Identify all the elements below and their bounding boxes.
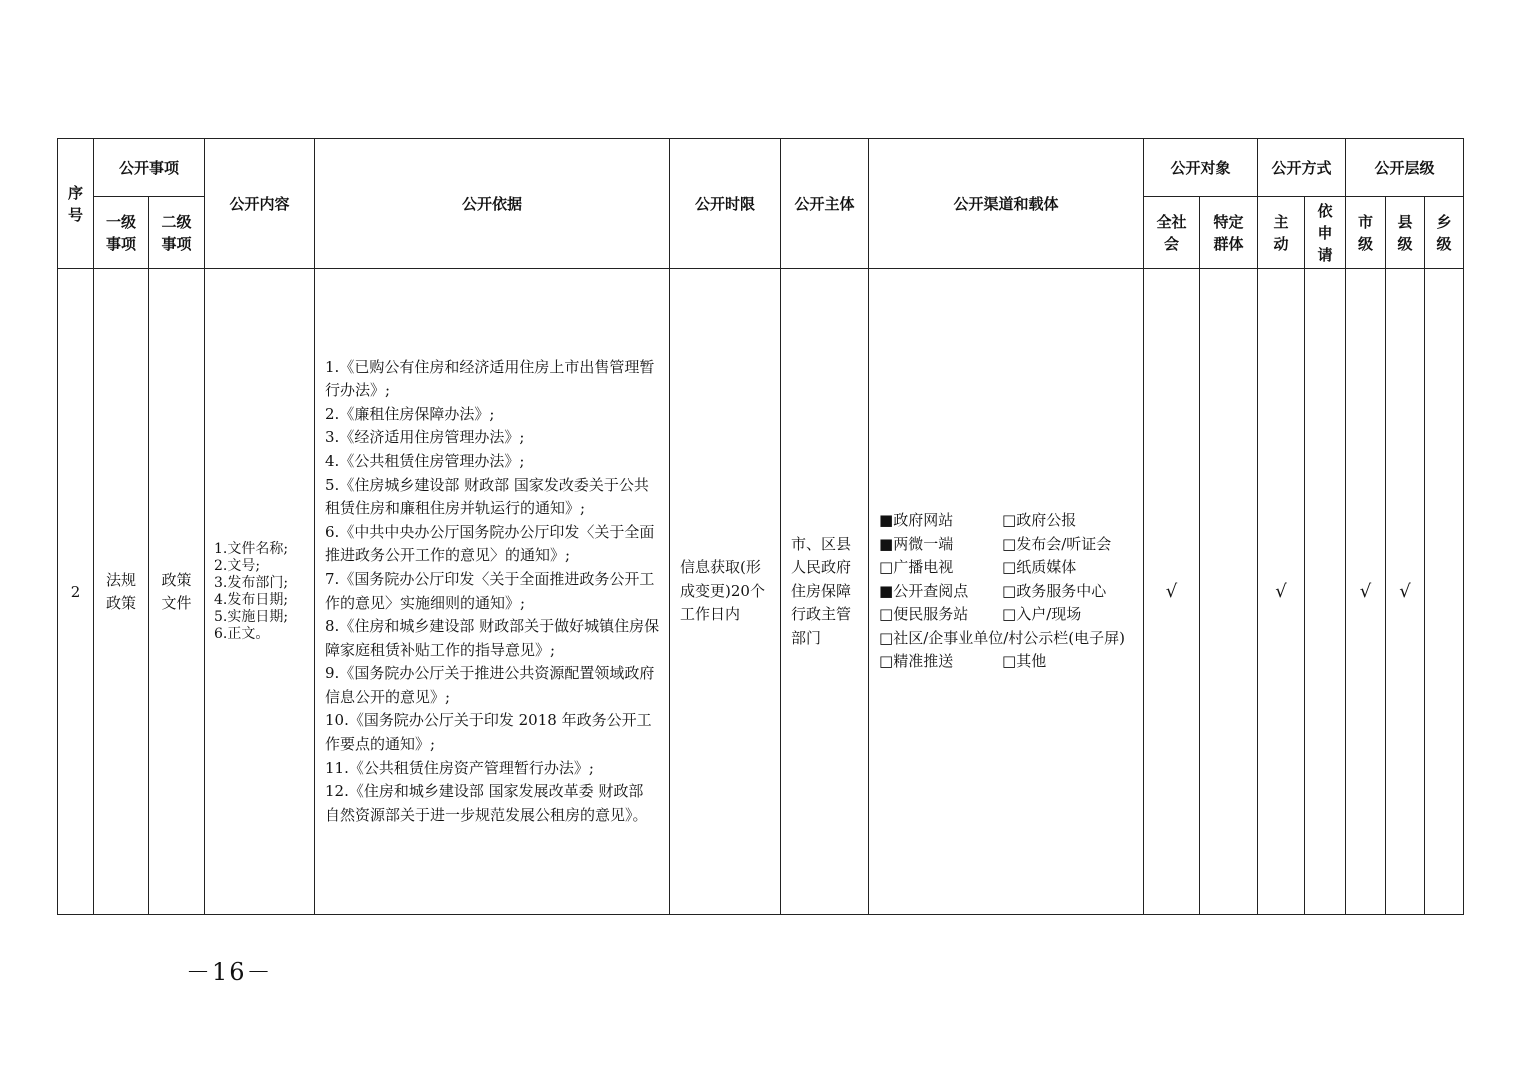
basis-item: 1.《已购公有住房和经济适用住房上市出售管理暂行办法》; [325, 357, 655, 400]
basis-item: 7.《国务院办公厅印发〈关于全面推进政务公开工作的意见〉实施细则的通知》; [325, 569, 655, 612]
header-tier-city [1346, 197, 1386, 269]
disclosure-table [57, 138, 1464, 915]
header-tier-town [1425, 197, 1464, 269]
channel-option: □政府公报 [1002, 511, 1077, 530]
content-item: 2.文号; [214, 557, 261, 574]
channel-option: □政务服务中心 [1002, 581, 1107, 600]
basis-item: 3.《经济适用住房管理办法》; [325, 428, 525, 447]
cell-audience-specific [1200, 269, 1258, 915]
cell-channels [869, 269, 1144, 915]
header-method-request [1305, 197, 1346, 269]
basis-item: 12.《住房和城乡建设部 国家发展改革委 财政部 自然资源部关于进一步规范发展公租房的意见》。 [325, 782, 648, 824]
header-level1-label: 一级事项 [105, 212, 136, 253]
header-method-active-label: 主动 [1273, 212, 1289, 253]
content-item: 6.正文。 [214, 625, 270, 642]
header-audience-all [1144, 197, 1200, 269]
header-channels: 公开渠道和载体 [869, 139, 1144, 269]
basis-item: 4.《公共租赁住房管理办法》; [325, 451, 525, 470]
header-level2-label: 二级事项 [161, 212, 192, 253]
header-matters: 公开事项 [94, 139, 205, 197]
channel-option: □入户/现场 [1002, 605, 1082, 624]
cell-level1 [94, 269, 149, 915]
cell-method-request [1305, 269, 1346, 915]
cell-tier-city: √ [1346, 269, 1386, 915]
basis-item: 8.《住房和城乡建设部 财政部关于做好城镇住房保障家庭租赁补贴工作的指导意见》; [325, 617, 660, 659]
header-tier-county [1386, 197, 1425, 269]
table-row [58, 269, 1464, 915]
cell-level2-text: 政策文件 [161, 570, 192, 612]
basis-item: 11.《公共租赁住房资产管理暂行办法》; [325, 758, 594, 777]
channel-option: ■两微一端 [879, 534, 954, 553]
basis-item: 5.《住房城乡建设部 财政部 国家发改委关于公共租赁住房和廉租住房并轨运行的通知》; [325, 475, 649, 518]
header-method-request-label: 依申请 [1317, 201, 1333, 264]
cell-time-limit: 信息获取(形成变更)20个工作日内 [670, 269, 781, 915]
cell-basis [315, 269, 670, 915]
channel-pair [879, 580, 1135, 604]
cell-seq: 2 [58, 269, 94, 915]
content-item: 1.文件名称; [214, 540, 289, 557]
channel-pair [879, 556, 1135, 580]
channel-option: ■政府网站 [879, 511, 954, 530]
cell-content [205, 269, 315, 915]
basis-item: 9.《国务院办公厅关于推进公共资源配置领域政府信息公开的意见》; [325, 664, 655, 706]
basis-item: 2.《廉租住房保障办法》; [325, 404, 495, 423]
header-tier: 公开层级 [1346, 139, 1464, 197]
basis-item: 10.《国务院办公厅关于印发 2018 年政务公开工作要点的通知》; [325, 711, 652, 754]
channel-pair [879, 603, 1135, 627]
header-time-limit: 公开时限 [670, 139, 781, 269]
content-item: 5.实施日期; [214, 608, 289, 625]
header-seq [58, 139, 94, 269]
header-level1 [94, 197, 149, 269]
header-tier-town-label: 乡级 [1436, 212, 1452, 253]
channel-option: □便民服务站 [879, 605, 969, 624]
channel-option-wide: □社区/企事业单位/村公示栏(电子屏) [879, 628, 1126, 647]
header-method-active [1258, 197, 1305, 269]
channel-option: □广播电视 [879, 558, 954, 577]
cell-level1-text: 法规政策 [105, 570, 136, 612]
header-audience-specific [1200, 197, 1258, 269]
header-tier-county-label: 县级 [1397, 212, 1413, 253]
channel-pair [879, 650, 1135, 674]
header-tier-city-label: 市级 [1358, 212, 1374, 253]
cell-audience-all: √ [1144, 269, 1200, 915]
header-seq-label: 序号 [67, 183, 83, 224]
content-item: 3.发布部门; [214, 574, 289, 591]
content-item: 4.发布日期; [214, 591, 289, 608]
cell-subject: 市、区县人民政府住房保障行政主管部门 [781, 269, 869, 915]
header-content: 公开内容 [205, 139, 315, 269]
channel-pair [879, 509, 1135, 533]
channel-option: □纸质媒体 [1002, 558, 1077, 577]
cell-level2 [149, 269, 205, 915]
basis-item: 6.《中共中央办公厅国务院办公厅印发〈关于全面推进政务公开工作的意见〉的通知》; [325, 522, 655, 565]
cell-method-active: √ [1258, 269, 1305, 915]
page-number: －16－ [186, 958, 273, 986]
header-audience: 公开对象 [1144, 139, 1258, 197]
channel-pair [879, 533, 1135, 557]
header-level2 [149, 197, 205, 269]
header-audience-all-label: 全社会 [1156, 212, 1187, 253]
header-audience-specific-label: 特定群体 [1213, 212, 1244, 253]
channel-option: □发布会/听证会 [1002, 534, 1112, 553]
cell-tier-town [1425, 269, 1464, 915]
header-basis: 公开依据 [315, 139, 670, 269]
channel-option: □其他 [1002, 652, 1047, 671]
header-method: 公开方式 [1258, 139, 1346, 197]
cell-tier-county: √ [1386, 269, 1425, 915]
channel-option: □精准推送 [879, 652, 954, 671]
header-subject: 公开主体 [781, 139, 869, 269]
channel-option: ■公开查阅点 [879, 581, 969, 600]
